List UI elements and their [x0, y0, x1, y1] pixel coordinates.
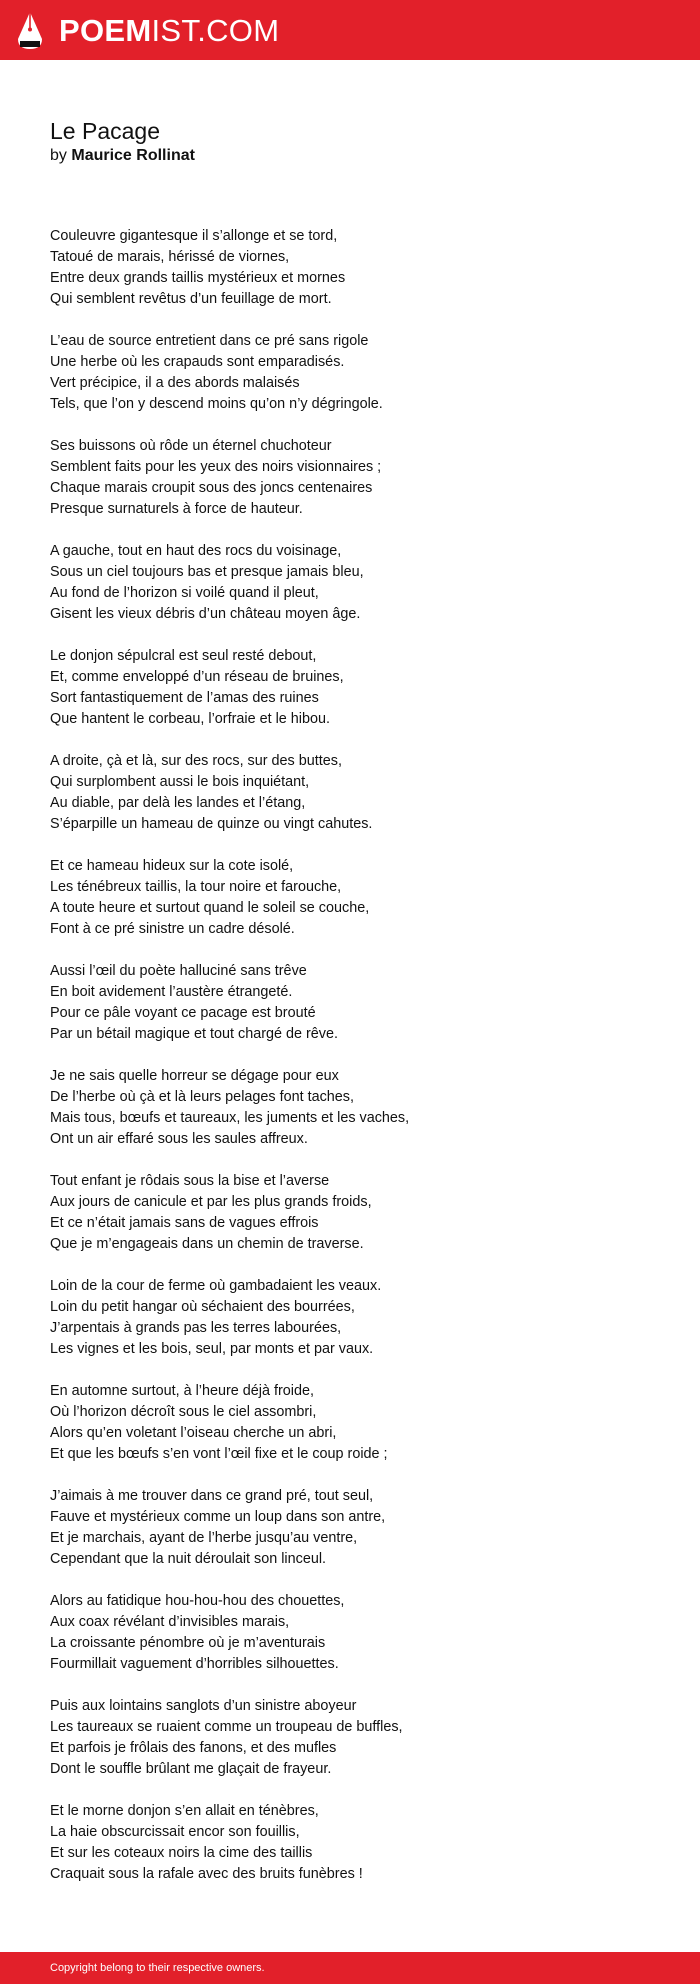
- poem-line: En boit avidement l’austère étrangeté.: [50, 984, 293, 1000]
- poem-line: Aux jours de canicule et par les plus grands froids,: [50, 1194, 372, 1210]
- poem-line: Gisent les vieux débris d’un château moyen âge.: [50, 606, 361, 622]
- poem-line: Mais tous, bœufs et taureaux, les juments et les vaches,: [50, 1110, 410, 1126]
- poem-line: Couleuvre gigantesque il s’allonge et se tord,: [50, 228, 338, 244]
- poem-line: Que je m’engageais dans un chemin de traverse.: [50, 1236, 364, 1252]
- poem-line: A gauche, tout en haut des rocs du voisinage,: [50, 543, 342, 559]
- poem-stanza: [50, 751, 650, 835]
- poem-line: Les taureaux se ruaient comme un troupeau de buffles,: [50, 1719, 403, 1735]
- poem-line: Les vignes et les bois, seul, par monts et par vaux.: [50, 1341, 374, 1357]
- poem-line: S’éparpille un hameau de quinze ou vingt cahutes.: [50, 816, 373, 832]
- poem-line: La croissante pénombre où je m’aventurais: [50, 1635, 326, 1651]
- poem-line: Et je marchais, ayant de l’herbe jusqu’au ventre,: [50, 1530, 358, 1546]
- poem-line: Tatoué de marais, hérissé de viornes,: [50, 249, 290, 265]
- poem-line: Ses buissons où rôde un éternel chuchoteur: [50, 438, 332, 454]
- site-logo[interactable]: [16, 11, 279, 51]
- poem-line: Et que les bœufs s’en vont l’œil fixe et le coup roide ;: [50, 1446, 388, 1462]
- poem-line: Qui semblent revêtus d’un feuillage de mort.: [50, 291, 332, 307]
- poem-line: Semblent faits pour les yeux des noirs visionnaires ;: [50, 459, 382, 475]
- poem-line: Loin du petit hangar où séchaient des bourrées,: [50, 1299, 355, 1315]
- poem-line: Cependant que la nuit déroulait son linceul.: [50, 1551, 327, 1567]
- poem-line: Tout enfant je rôdais sous la bise et l’averse: [50, 1173, 330, 1189]
- poem-line: Alors qu’en voletant l’oiseau cherche un abri,: [50, 1425, 337, 1441]
- poem-line: Chaque marais croupit sous des joncs centenaires: [50, 480, 373, 496]
- logo-text-bold: POEM: [59, 13, 152, 48]
- poem-line: Qui surplombent aussi le bois inquiétant,: [50, 774, 310, 790]
- poem-line: Aux coax révélant d’invisibles marais,: [50, 1614, 290, 1630]
- poem-stanza: [50, 1591, 650, 1675]
- site-logo-text: [59, 11, 279, 51]
- poem-line: En automne surtout, à l’heure déjà froide,: [50, 1383, 314, 1399]
- poem-stanza: [50, 1696, 650, 1780]
- pen-nib-icon: [16, 11, 44, 51]
- poem-body: [50, 226, 650, 1885]
- byline: [50, 146, 650, 166]
- poem-line: Tels, que l’on y descend moins qu’on n’y dégringole.: [50, 396, 383, 412]
- poem-stanza: [50, 436, 650, 520]
- poem-stanza: [50, 1066, 650, 1150]
- poem-title: Le Pacage: [50, 118, 160, 144]
- poem-line: Aussi l’œil du poète halluciné sans trêve: [50, 963, 307, 979]
- poem-line: Et le morne donjon s’en allait en ténèbres,: [50, 1803, 319, 1819]
- poem-line: Vert précipice, il a des abords malaisés: [50, 375, 300, 391]
- poem-stanza: [50, 1486, 650, 1570]
- copyright-text: Copyright belong to their respective owners.: [50, 1962, 265, 1974]
- poem-line: La haie obscurcissait encor son fouillis,: [50, 1824, 300, 1840]
- poem-line: Font à ce pré sinistre un cadre désolé.: [50, 921, 295, 937]
- poem-line: Et ce hameau hideux sur la cote isolé,: [50, 858, 294, 874]
- poem-stanza: [50, 856, 650, 940]
- poem-line: Et sur les coteaux noirs la cime des taillis: [50, 1845, 313, 1861]
- poem-line: Au diable, par delà les landes et l’étang,: [50, 795, 306, 811]
- poem-line: Et, comme enveloppé d’un réseau de bruines,: [50, 669, 344, 685]
- poem-line: Et ce n’était jamais sans de vagues effrois: [50, 1215, 319, 1231]
- poem-line: Ont un air effaré sous les saules affreux.: [50, 1131, 308, 1147]
- poem-line: J’aimais à me trouver dans ce grand pré, tout seul,: [50, 1488, 374, 1504]
- poem-line: A toute heure et surtout quand le soleil se couche,: [50, 900, 370, 916]
- poem-line: Puis aux lointains sanglots d’un sinistre aboyeur: [50, 1698, 357, 1714]
- poem-line: Par un bétail magique et tout chargé de rêve.: [50, 1026, 338, 1042]
- poem-line: Le donjon sépulcral est seul resté debout,: [50, 648, 317, 664]
- byline-prefix: by: [50, 147, 67, 164]
- poem-stanza: [50, 1381, 650, 1465]
- poem-line: Où l’horizon décroît sous le ciel assombri,: [50, 1404, 317, 1420]
- poem-line: Sort fantastiquement de l’amas des ruines: [50, 690, 319, 706]
- poem-stanza: [50, 646, 650, 730]
- poem-line: Que hantent le corbeau, l’orfraie et le hibou.: [50, 711, 330, 727]
- poem-stanza: [50, 541, 650, 625]
- poem-line: Loin de la cour de ferme où gambadaient les veaux.: [50, 1278, 382, 1294]
- poem-line: Dont le souffle brûlant me glaçait de frayeur.: [50, 1761, 332, 1777]
- poem-stanza: [50, 1801, 650, 1885]
- poem-line: J’arpentais à grands pas les terres labourées,: [50, 1320, 342, 1336]
- author-name: Maurice Rollinat: [71, 147, 195, 164]
- poem-line: Les ténébreux taillis, la tour noire et farouche,: [50, 879, 342, 895]
- poem-content: [50, 116, 650, 1906]
- poem-line: Alors au fatidique hou-hou-hou des chouettes,: [50, 1593, 345, 1609]
- poem-line: A droite, çà et là, sur des rocs, sur des buttes,: [50, 753, 342, 769]
- poem-line: Et parfois je frôlais des fanons, et des mufles: [50, 1740, 337, 1756]
- site-footer: [0, 1952, 700, 1984]
- poem-stanza: [50, 961, 650, 1045]
- poem-line: De l’herbe où çà et là leurs pelages font taches,: [50, 1089, 354, 1105]
- poem-stanza: [50, 1171, 650, 1255]
- logo-text-light: IST.COM: [151, 13, 280, 48]
- poem-line: L’eau de source entretient dans ce pré sans rigole: [50, 333, 369, 349]
- poem-line: Au fond de l’horizon si voilé quand il pleut,: [50, 585, 319, 601]
- site-header: [0, 0, 700, 60]
- poem-line: Fourmillait vaguement d’horribles silhouettes.: [50, 1656, 339, 1672]
- poem-stanza: [50, 226, 650, 310]
- poem-line: Presque surnaturels à force de hauteur.: [50, 501, 303, 517]
- poem-line: Craquait sous la rafale avec des bruits funèbres !: [50, 1866, 363, 1882]
- poem-line: Fauve et mystérieux comme un loup dans son antre,: [50, 1509, 386, 1525]
- poem-line: Entre deux grands taillis mystérieux et mornes: [50, 270, 346, 286]
- poem-line: Je ne sais quelle horreur se dégage pour eux: [50, 1068, 339, 1084]
- poem-stanza: [50, 1276, 650, 1360]
- poem-line: Une herbe où les crapauds sont emparadisés.: [50, 354, 345, 370]
- poem-stanza: [50, 331, 650, 415]
- poem-line: Pour ce pâle voyant ce pacage est brouté: [50, 1005, 316, 1021]
- poem-line: Sous un ciel toujours bas et presque jamais bleu,: [50, 564, 364, 580]
